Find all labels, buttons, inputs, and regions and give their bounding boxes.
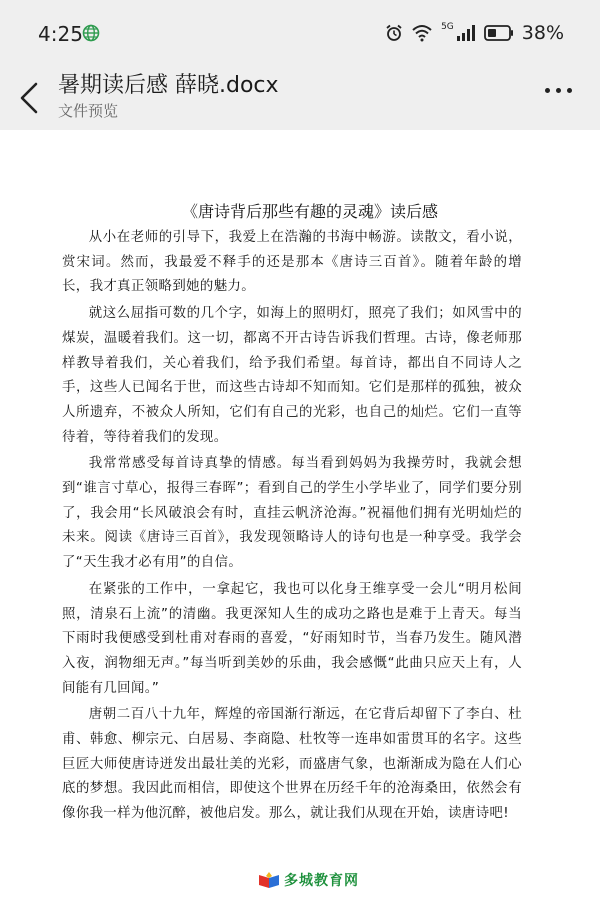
- wifi-icon: [411, 24, 433, 42]
- app-bar: [0, 66, 600, 130]
- globe-icon: [82, 24, 100, 42]
- file-subtitle: 文件预览: [58, 102, 119, 120]
- watermark: [258, 870, 359, 890]
- document-paragraph: 唐朝二百八十九年，辉煌的帝国渐行渐远，在它背后却留下了李白、杜甫、韩愈、柳宗元、白居易、李商隐、杜牧等一连串如雷贯耳的名字。这些巨匠大师使唐诗迸发出最壮美的光彩，而盛唐气象，也渐渐成为隐在人们心底的梦想。我因此而相信，即使这个世界在历经千年的沧海桑田，依然会有像你我一样为他沉醉，被他启发。那么，就让我们从现在开始，读唐诗吧!: [62, 707, 522, 822]
- document-paragraph: 就这么屈指可数的几个字，如海上的照明灯，照亮了我们；如风雪中的煤炭，温暖着我们。这一切，都离不开古诗告诉我们哲理。古诗，像老师那样教导着我们，关心着我们，给予我们希望。每首诗，都出自不同诗人之手，这些人已闻名于世，而这些古诗却不知而知。它们是那样的孤独，被众人所遗弃，不被众人所知，它们有自己的光彩，也自己的灿烂。它们一直等待着，等待着我们的发现。: [62, 306, 522, 445]
- document-page: [62, 185, 522, 827]
- document-paragraph: 从小在老师的引导下，我爱上在浩瀚的书海中畅游。读散文，看小说，赏宋词。然而，我最爱不释手的还是那本《唐诗三百首》。随着年龄的增长，我才真正领略到她的魅力。: [62, 230, 522, 295]
- document-title: 《唐诗背后那些有趣的灵魂》读后感: [181, 202, 438, 221]
- battery-icon: [484, 24, 514, 42]
- file-title: 暑期读后感 薛晓.docx: [58, 73, 279, 98]
- signal-icon: [456, 24, 476, 42]
- document-paragraph: 我常常感受每首诗真挚的情感。每当看到妈妈为我操劳时，我就会想到“谁言寸草心，报得三春晖”；看到自己的学生小学毕业了，同学们要分别了，我会用“长风破浪会有时，直挂云帆济沧海。”祝福他们拥有光明灿烂的未来。阅读《唐诗三百首》，我发现领略诗人的诗句也是一种享受。我学会了“天生我才必有用”的自信。: [62, 456, 522, 571]
- status-icons: [385, 22, 564, 44]
- back-arrow-icon[interactable]: [16, 76, 46, 120]
- more-options-icon[interactable]: [545, 88, 572, 93]
- status-time: 4:25: [38, 22, 83, 46]
- alarm-icon: [385, 24, 403, 42]
- battery-percent: 38%: [521, 22, 564, 44]
- watermark-text: 多城教育网: [284, 873, 359, 889]
- status-bar: [0, 0, 600, 66]
- network-type: 5G: [441, 22, 454, 32]
- document-paragraph: 在紧张的工作中，一拿起它，我也可以化身王维享受一会儿“明月松间照，清泉石上流”的清幽。我更深知人生的成功之路也是难于上青天。每当下雨时我便感受到杜甫对春雨的喜爱，“好雨知时节，当春乃发生。随风潜入夜，润物细无声。”每当听到美妙的乐曲，我会感慨“此曲只应天上有，人间能有几回闻。”: [62, 581, 522, 696]
- book-logo-icon: [258, 871, 280, 889]
